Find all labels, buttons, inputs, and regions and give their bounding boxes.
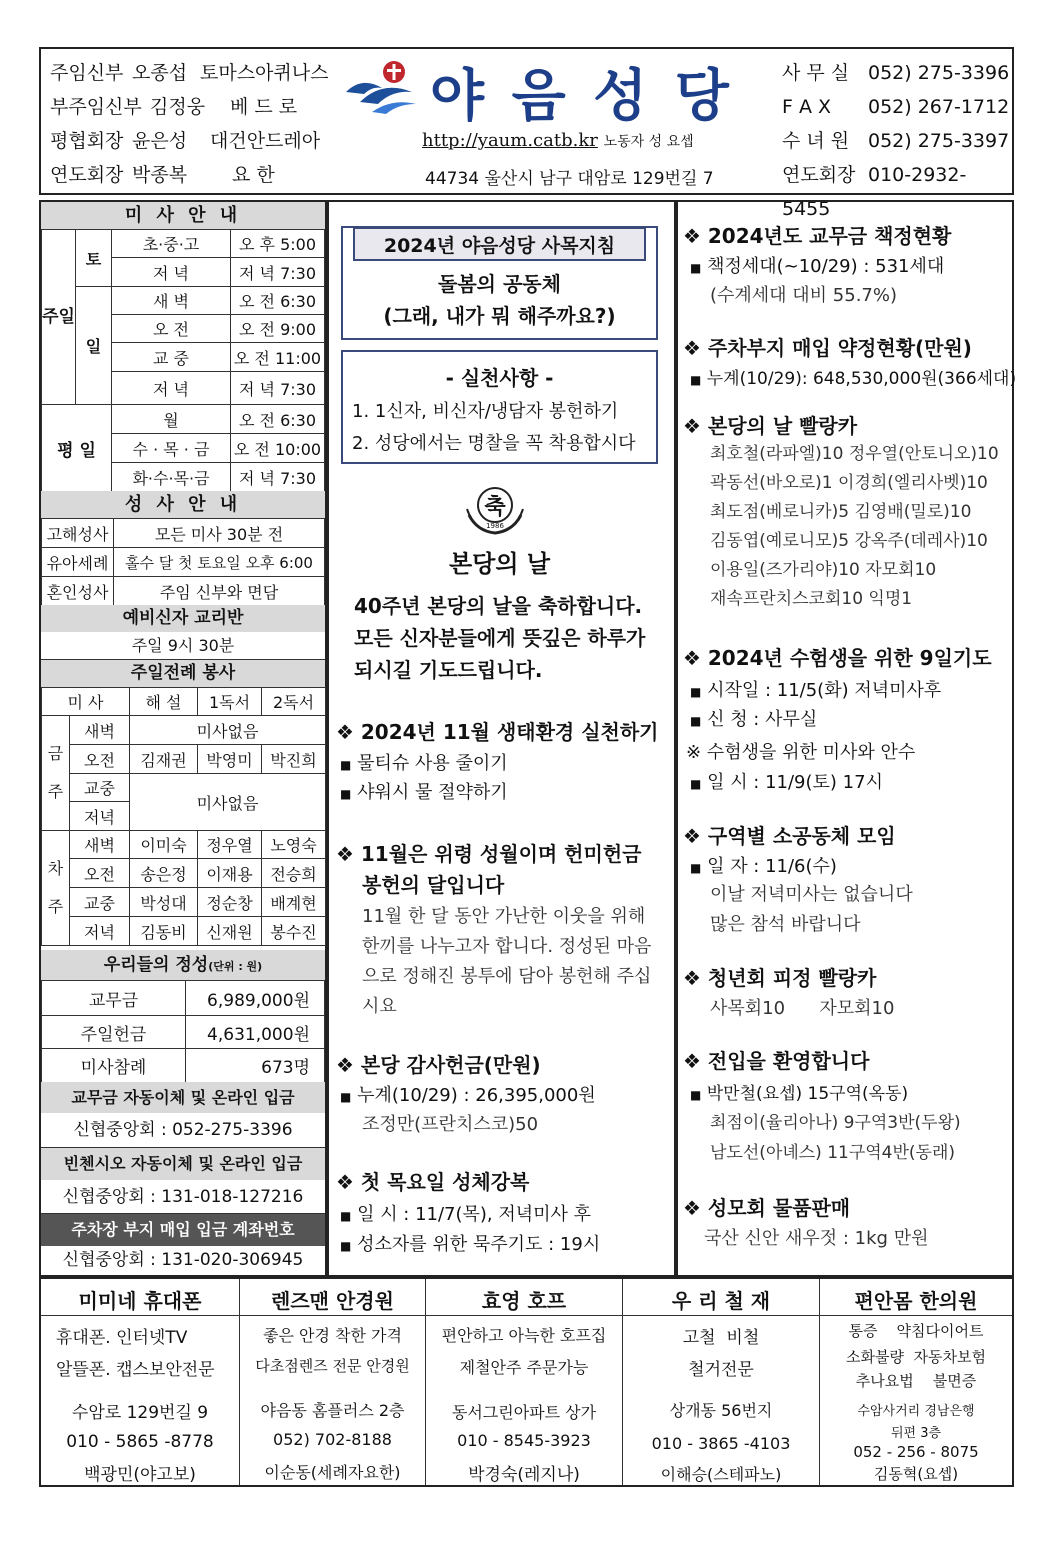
- offering-value: 673명: [186, 1049, 325, 1083]
- account-title: 교무금 자동이체 및 온라인 입금: [41, 1082, 325, 1113]
- palanca-title: ❖ 본당의 날 빨랑카: [683, 414, 858, 438]
- clergy-row: 부주임신부 김정웅 베 드 로: [50, 96, 298, 118]
- offering-label: 미사참례: [42, 1049, 186, 1083]
- anniversary-line: 40주년 본당의 날을 축하합니다.: [354, 594, 643, 618]
- mass-time: 오 전 10:00: [231, 434, 325, 463]
- ad-name: 우 리 철 재: [671, 1289, 771, 1313]
- liturgy-table: [41, 687, 326, 946]
- mass-time: 오 전 6:30: [231, 405, 325, 434]
- contact-row: 사 무 실 052) 275-3396: [782, 62, 1010, 84]
- seal-character: 축: [484, 495, 506, 520]
- ad-address-detail: 뒤편 3층: [890, 1426, 942, 1441]
- liturgy-cell: 봉수진: [262, 917, 326, 946]
- liturgy-time: 오전: [70, 859, 130, 888]
- contact-row: 수 녀 원 052) 275-3397: [782, 130, 1010, 152]
- practice-item: 1. 1신자, 비신자/냉담자 봉헌하기: [352, 401, 619, 422]
- ad-address: 동서그린아파트 상가: [451, 1403, 597, 1422]
- eucharist-title: ❖ 첫 목요일 성체강복: [336, 1170, 530, 1194]
- clergy-row: 주임신부 오종섭 토마스아퀴나스: [50, 62, 329, 84]
- exam-prayer-note: ※ 수험생을 위한 미사와 안수: [686, 742, 916, 763]
- welcome-title: ❖ 전입을 환영합니다: [683, 1049, 870, 1073]
- mass-name: 월: [112, 405, 231, 434]
- welcome-item: ■ 박만철(요셉) 15구역(옥동): [690, 1084, 909, 1104]
- mass-title: 미 사 안 내: [41, 202, 325, 229]
- exam-prayer-item: ■ 신 청 : 사무실: [690, 709, 818, 730]
- ad-line: 좋은 안경 착한 가격: [263, 1326, 402, 1345]
- soul-month-title: ❖ 11월은 위령 성월이며 헌미헌금: [336, 842, 642, 866]
- liturgy-time: 새벽: [70, 716, 130, 745]
- eucharist-item: ■ 성소자를 위한 묵주기도 : 19시: [340, 1234, 601, 1255]
- liturgy-time: 교중: [70, 888, 130, 917]
- no-mass: 미사없음: [130, 716, 326, 745]
- mothers-sale-item: 국산 신안 새우젓 : 1kg 만원: [704, 1228, 929, 1249]
- sacrament-table: [41, 518, 325, 606]
- sacrament-info: 모든 미사 30분 전: [114, 519, 325, 548]
- anniversary-text: [354, 590, 645, 686]
- liturgy-cell: 배계현: [262, 888, 326, 917]
- liturgy-cell: 박영미: [198, 745, 262, 774]
- motto-line: 돌봄의 공동체: [438, 272, 561, 296]
- mass-time: 오 전 9:00: [231, 315, 325, 343]
- community-item: ■ 일 자 : 11/6(수): [690, 856, 837, 877]
- account-value: 신협중앙회 : 131-020-306945: [62, 1250, 304, 1270]
- ad-line: 고철 비철: [682, 1328, 760, 1348]
- ads-divider: [41, 1315, 1012, 1316]
- thanks-title: ❖ 본당 감사헌금(만원): [336, 1053, 541, 1077]
- liturgy-cell: 정우열: [198, 831, 262, 859]
- ad-phone: 052 - 256 - 8075: [853, 1443, 979, 1461]
- ad-owner: 백광민(야고보): [84, 1465, 196, 1485]
- liturgy-cell: 노영숙: [262, 831, 326, 859]
- ad-phone: 010 - 5865 -8778: [66, 1432, 214, 1452]
- liturgy-cell: 이미숙: [130, 831, 198, 859]
- youth-retreat-donors: 사목회10 자모회10: [710, 998, 895, 1019]
- ad-address: 상개동 56번지: [669, 1401, 773, 1420]
- sun-label: 일: [76, 287, 112, 405]
- liturgy-cell: 송은정: [130, 859, 198, 888]
- sacrament-title: 성 사 안 내: [41, 491, 325, 518]
- community-title: ❖ 구역별 소공동체 모임: [683, 824, 896, 848]
- offering-value: 4,631,000원: [186, 1016, 325, 1049]
- mass-time: 오 후 5:00: [231, 230, 325, 258]
- liturgy-head: 1독서: [198, 688, 262, 716]
- exam-prayer-item: ■ 일 시 : 11/9(토) 17시: [690, 772, 883, 793]
- ad-phone: 052) 702-8188: [273, 1430, 392, 1449]
- dues-title: ❖ 2024년도 교무금 책정현황: [683, 224, 952, 248]
- anniversary-title: 본당의 날: [448, 550, 551, 578]
- ad-line: 편안하고 아늑한 호프집: [441, 1326, 607, 1345]
- dues-ratio: (수계세대 대비 55.7%): [710, 285, 897, 306]
- liturgy-cell: 김재권: [130, 745, 198, 774]
- sacrament-name: 고해성사: [42, 519, 114, 548]
- exam-prayer-title: ❖ 2024년 수험생을 위한 9일기도: [683, 646, 992, 670]
- mass-name: 교 중: [112, 343, 231, 372]
- offering-label: 주일헌금: [42, 1016, 186, 1049]
- anniversary-line: 모든 신자분들에게 뜻깊은 하루가: [354, 626, 646, 650]
- ad-address: 야음동 홈플러스 2층: [260, 1401, 405, 1420]
- liturgy-time: 저녁: [70, 917, 130, 946]
- church-logo: [342, 58, 422, 118]
- clergy-row: 연도회장 박종복 요 한: [50, 164, 275, 186]
- weekday-label: 평 일: [42, 405, 112, 492]
- parking-item: ■ 누계(10/29): 648,530,000원(366세대): [690, 369, 1017, 389]
- ad-line: 제철안주 주문가능: [459, 1358, 589, 1377]
- liturgy-time: 오전: [70, 745, 130, 774]
- mass-name: 저 녁: [112, 258, 231, 287]
- soul-month-text: 11월 한 달 동안 가난한 이웃을 위해 한끼를 나누고자 합니다. 정성된 마음 으로 정해진 봉투에 담아 봉헌해 주십 시요: [362, 906, 652, 1017]
- ad-owner: 박경숙(레지나): [468, 1465, 580, 1485]
- saturday-label: 토: [76, 230, 112, 287]
- ad-name: 미미네 휴대폰: [78, 1289, 202, 1313]
- ad-phone: 010 - 8545-3923: [457, 1431, 591, 1450]
- ad-address: 수암사거리 경남은행: [857, 1404, 975, 1419]
- ad-line: 추나요법 불면증: [855, 1372, 977, 1390]
- catechumen-title: 예비신자 교리반: [41, 605, 325, 632]
- palanca-list: 최호철(라파엘)10 정우열(안토니오)10 곽동선(바오로)1 이경희(엘리사벳)10 최도점(베로니카)5 김영배(밀로)10 김동엽(예로니모)5 강옥주(데레사)10 이용일(즈가리야)10 자모회10 재속프란치스코회10 익명1: [710, 444, 999, 609]
- liturgy-cell: 김동비: [130, 917, 198, 946]
- offering-value: 6,989,000원: [186, 981, 325, 1016]
- welcome-list: 최점이(율리아나) 9구역3반(두왕) 남도선(아녜스) 11구역4반(동래): [710, 1113, 961, 1163]
- dues-item: ■ 책정세대(~10/29) : 531세대: [690, 256, 945, 277]
- account-title: 주차장 부지 매입 입금 계좌번호: [41, 1214, 325, 1246]
- sunday-label: 주일: [42, 230, 76, 405]
- community-note: 이날 저녁미사는 없습니다 많은 참석 바랍니다: [710, 884, 913, 935]
- clergy-row: 평협회장 윤은성 대건안드레아: [50, 130, 321, 152]
- motto-title: 2024년 야음성당 사목지침: [353, 227, 646, 261]
- ad-line: 통증 약침다이어트: [848, 1322, 984, 1340]
- mass-time: 저 녁 7:30: [231, 463, 325, 492]
- thanks-donor: 조정만(프란치스코)50: [362, 1114, 539, 1135]
- liturgy-cell: 박진희: [262, 745, 326, 774]
- next-week-label: 차주: [42, 831, 70, 946]
- anniversary-line: 되시길 기도드립니다.: [354, 658, 543, 682]
- thanks-total: ■ 누계(10/29) : 26,395,000원: [340, 1085, 596, 1106]
- contact-row: F A X 052) 267-1712: [782, 96, 1010, 118]
- sacrament-name: 혼인성사: [42, 577, 114, 606]
- ad-name: 편안몸 한의원: [854, 1289, 978, 1313]
- sacrament-info: 주임 신부와 면담: [114, 577, 325, 606]
- website-link[interactable]: http://yaum.catb.kr 노동자 성 요셉: [422, 130, 694, 151]
- practice-title: - 실천사항 -: [445, 366, 554, 390]
- liturgy-time: 저녁: [70, 802, 130, 831]
- exam-prayer-item: ■ 시작일 : 11/5(화) 저녁미사후: [690, 680, 942, 701]
- parking-title: ❖ 주차부지 매입 약정현황(만원): [683, 336, 972, 360]
- offering-unit: (단위 : 원): [208, 960, 263, 973]
- eucharist-item: ■ 일 시 : 11/7(목), 저녁미사 후: [340, 1204, 592, 1225]
- seal-year: 1986: [486, 522, 504, 530]
- mass-name: 화·수·목·금: [112, 463, 231, 492]
- ad-line: 휴대폰. 인터넷TV: [56, 1328, 188, 1348]
- ad-name: 효영 호프: [481, 1289, 567, 1313]
- catechumen-time: 주일 9시 30분: [41, 632, 325, 660]
- practice-item: 2. 성당에서는 명찰을 꼭 착용합시다: [352, 433, 636, 454]
- mass-name: 새 벽: [112, 287, 231, 315]
- address: 44734 울산시 남구 대암로 129번길 7: [425, 169, 714, 189]
- mass-name: 오 전: [112, 315, 231, 343]
- liturgy-head: 해 설: [130, 688, 198, 716]
- sacrament-info: 홀수 달 첫 토요일 오후 6:00: [114, 548, 325, 577]
- ad-owner: 김동혁(요셉): [873, 1465, 959, 1483]
- clergy-list: [50, 56, 350, 192]
- contact-row: 연도회장 010-2932-5455: [782, 164, 967, 220]
- liturgy-head: 미 사: [42, 688, 130, 716]
- ad-line: 철거전문: [688, 1360, 754, 1380]
- ad-address: 수암로 129번길 9: [71, 1403, 209, 1423]
- motto-subline: (그래, 내가 뭐 해주까요?): [383, 304, 616, 328]
- mass-time: 오 전 11:00: [231, 343, 325, 372]
- mass-time: 오 전 6:30: [231, 287, 325, 315]
- liturgy-head: 2독서: [262, 688, 326, 716]
- church-title: 야 음 성 당: [430, 64, 733, 129]
- ad-name: 렌즈맨 안경원: [271, 1289, 394, 1313]
- account-value: 신협중앙회 : 052-275-3396: [41, 1113, 325, 1148]
- mass-time: 저 녁 7:30: [231, 258, 325, 287]
- account-value: 신협중앙회 : 131-018-127216: [41, 1180, 325, 1214]
- account-title: 빈첸시오 자동이체 및 온라인 입금: [41, 1148, 325, 1180]
- liturgy-title: 주일전례 봉사: [41, 660, 325, 687]
- ad-line: 다초점렌즈 전문 안경원: [255, 1357, 410, 1375]
- mass-table: [41, 229, 325, 492]
- this-week-label: 금주: [42, 716, 70, 831]
- youth-retreat-title: ❖ 청년회 피정 빨랑카: [683, 966, 877, 990]
- mothers-sale-title: ❖ 성모회 물품판매: [683, 1196, 851, 1220]
- patron-name: 노동자 성 요셉: [603, 134, 694, 150]
- ad-line: 소화불량 자동차보험: [846, 1348, 986, 1366]
- ad-phone: 010 - 3865 -4103: [651, 1434, 791, 1453]
- soul-month-subtitle: 봉헌의 달입니다: [362, 873, 505, 897]
- eco-title: ❖ 2024년 11월 생태환경 실천하기: [336, 720, 659, 744]
- liturgy-cell: 이재용: [198, 859, 262, 888]
- ad-owner: 이해승(스테파노): [660, 1465, 782, 1484]
- liturgy-cell: 정순창: [198, 888, 262, 917]
- ad-owner: 이순동(세례자요한): [264, 1463, 401, 1482]
- eco-item: ■ 물티슈 사용 줄이기: [340, 753, 508, 774]
- offering-title: 우리들의 정성(단위 : 원): [41, 950, 325, 980]
- liturgy-cell: 신재원: [198, 917, 262, 946]
- liturgy-time: 새벽: [70, 831, 130, 859]
- offering-table: [41, 980, 325, 1083]
- ad-line: 알뜰폰. 캡스보안전문: [56, 1360, 215, 1380]
- sacrament-name: 유아세례: [42, 548, 114, 577]
- liturgy-cell: 전승희: [262, 859, 326, 888]
- mass-name: 초·중·고: [112, 230, 231, 258]
- mass-name: 수 · 목 · 금: [112, 434, 231, 463]
- liturgy-time: 교중: [70, 774, 130, 802]
- liturgy-cell: 박성대: [130, 888, 198, 917]
- eco-item: ■ 샤워시 물 절약하기: [340, 782, 508, 803]
- no-mass: 미사없음: [130, 774, 326, 831]
- mass-time: 저 녁 7:30: [231, 372, 325, 405]
- mass-name: 저 녁: [112, 372, 231, 405]
- offering-label: 교무금: [42, 981, 186, 1016]
